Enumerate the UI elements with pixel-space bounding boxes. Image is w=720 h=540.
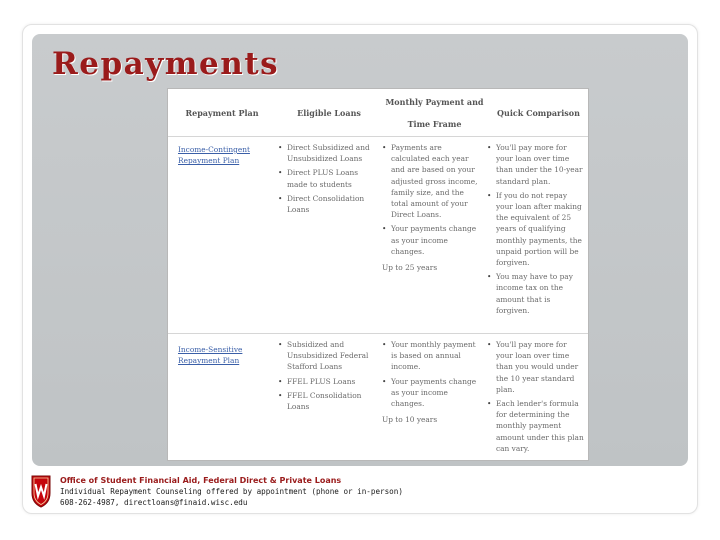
header-monthly-payment-line1: Monthly Payment and — [385, 96, 484, 107]
header-eligible-loans: Eligible Loans — [276, 89, 382, 137]
timeframe: Up to 10 years — [382, 415, 438, 425]
header-monthly-payment — [382, 89, 487, 137]
header-quick-comparison: Quick Comparison — [487, 89, 589, 137]
list-item: • You'll pay more for your loan over time than you would under the 10 year standard plan. — [487, 339, 585, 395]
list-item: • Subsidized and Unsubsidized Federal Stafford Loans — [278, 339, 378, 373]
header-monthly-payment-line2: Time Frame — [407, 118, 462, 129]
list-item: • FFEL PLUS Loans — [278, 376, 378, 387]
footer-office: Office of Student Financial Aid, Federal Direct & Private Loans — [60, 476, 342, 485]
payment-cell — [382, 142, 482, 273]
payment-cell — [382, 339, 482, 425]
plan-link-line1: Income-Contingent — [178, 145, 250, 154]
list-item: • Direct Subsidized and Unsubsidized Loans — [278, 142, 378, 164]
plan-link[interactable] — [178, 344, 270, 366]
plan-link[interactable] — [178, 144, 270, 166]
list-item: • Your payments change as your income changes. — [382, 376, 482, 410]
footer-phone-email: 608-262-4987, directloans@finaid.wisc.edu — [60, 498, 248, 507]
uw-crest-icon — [30, 473, 52, 509]
list-item: • Each lender's formula for determining the monthly payment amount under this plan can vary. — [487, 398, 585, 454]
list-item: • Direct Consolidation Loans — [278, 193, 378, 215]
list-item: • Your monthly payment is based on annual income. — [382, 339, 482, 373]
plan-link-line2: Repayment Plan — [178, 156, 240, 166]
list-item: • You'll pay more for your loan over time than under the 10-year standard plan. — [487, 142, 585, 187]
footer-counseling: Individual Repayment Counseling offered by appointment (phone or in-person) — [60, 487, 403, 496]
plan-link-line2: Repayment Plan — [178, 356, 240, 366]
eligible-cell — [278, 339, 378, 415]
list-item: • Your payments change as your income changes. — [382, 223, 482, 257]
list-item: • Payments are calculated each year and are based on your adjusted gross income, family size, and the total amount of your Direct Loans. — [382, 142, 482, 220]
header-repayment-plan: Repayment Plan — [168, 89, 276, 137]
list-item: • If you do not repay your loan after making the equivalent of 25 years of qualifying monthly payments, the unpaid portion will be forgiven. — [487, 190, 585, 268]
list-item: • FFEL Consolidation Loans — [278, 390, 378, 412]
list-item: • You may have to pay income tax on the amount that is forgiven. — [487, 271, 585, 316]
list-item: • Direct PLUS Loans made to students — [278, 167, 378, 189]
plan-link-line1: Income-Sensitive — [178, 345, 243, 354]
eligible-cell — [278, 142, 378, 218]
slide-title: Repayments — [52, 46, 280, 82]
timeframe: Up to 25 years — [382, 263, 438, 273]
comparison-cell — [487, 142, 585, 319]
footer-contact — [60, 475, 403, 508]
repayment-plans-table — [167, 88, 589, 461]
plan-cell — [178, 144, 270, 166]
row-divider — [168, 333, 589, 334]
plan-cell — [178, 344, 270, 366]
comparison-cell — [487, 339, 585, 457]
